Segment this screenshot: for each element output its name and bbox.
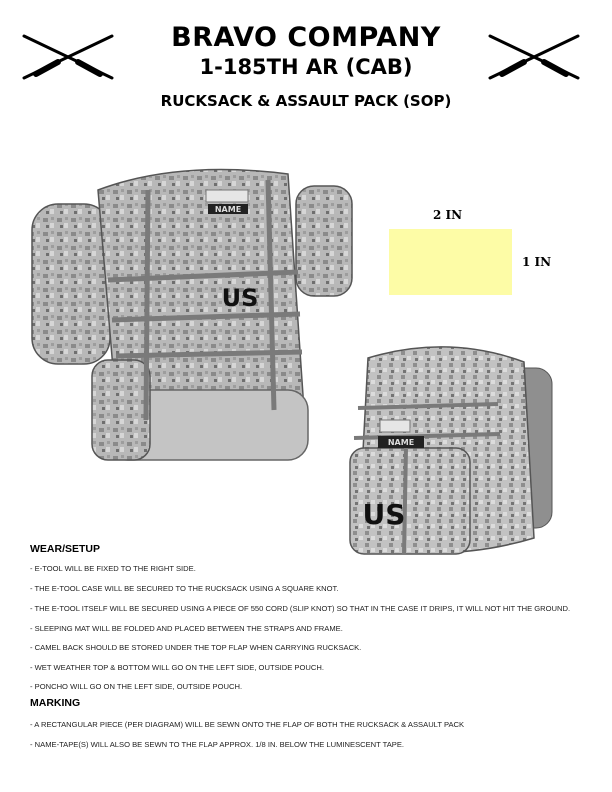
company-title: BRAVO COMPANY (171, 22, 441, 53)
wear-setup-item: - E-TOOL WILL BE FIXED TO THE RIGHT SIDE. (30, 564, 196, 573)
luminescent-tape-diagram (389, 229, 512, 295)
wear-setup-item: - THE E-TOOL CASE WILL BE SECURED TO THE RUCKSACK USING A SQUARE KNOT. (30, 584, 339, 593)
svg-text:NAME: NAME (387, 438, 415, 447)
tape-width-label: 2 IN (433, 208, 463, 222)
svg-text:NAME: NAME (214, 205, 242, 214)
document-title: RUCKSACK & ASSAULT PACK (SOP) (160, 92, 452, 110)
marking-item: - NAME-TAPE(S) WILL ALSO BE SEWN TO THE FLAP APPROX. 1/8 IN. BELOW THE LUMINESCENT TAPE. (30, 740, 405, 749)
wear-setup-item: - THE E-TOOL ITSELF WILL BE SECURED USING A PIECE OF 550 CORD (SLIP KNOT) SO THAT IN THE CASE IT DRIPS, IT WILL NOT HIT THE GROUND. (30, 604, 571, 613)
unit-subtitle: 1-185TH AR (CAB) (199, 55, 413, 79)
crossed-rifles-icon (486, 30, 582, 84)
wear-setup-heading: WEAR/SETUP (30, 543, 101, 555)
wear-setup-item: - PONCHO WILL GO ON THE LEFT SIDE, OUTSIDE POUCH. (30, 682, 243, 691)
svg-text:US: US (362, 498, 406, 531)
svg-text:US: US (221, 284, 259, 312)
wear-setup-item: - WET WEATHER TOP & BOTTOM WILL GO ON THE LEFT SIDE, OUTSIDE POUCH. (30, 663, 324, 672)
marking-item: - A RECTANGULAR PIECE (PER DIAGRAM) WILL BE SEWN ONTO THE FLAP OF BOTH THE RUCKSACK & ASSAULT PACK (30, 720, 465, 729)
tape-height-label: 1 IN (522, 255, 552, 269)
rucksack-image (28, 160, 358, 490)
wear-setup-item: - CAMEL BACK SHOULD BE STORED UNDER THE TOP FLAP WHEN CARRYING RUCKSACK. (30, 643, 362, 652)
assault-pack-image (328, 338, 560, 570)
crossed-rifles-icon (20, 30, 116, 84)
wear-setup-item: - SLEEPING MAT WILL BE FOLDED AND PLACED BETWEEN THE STRAPS AND FRAME. (30, 624, 343, 633)
marking-heading: MARKING (30, 697, 81, 709)
